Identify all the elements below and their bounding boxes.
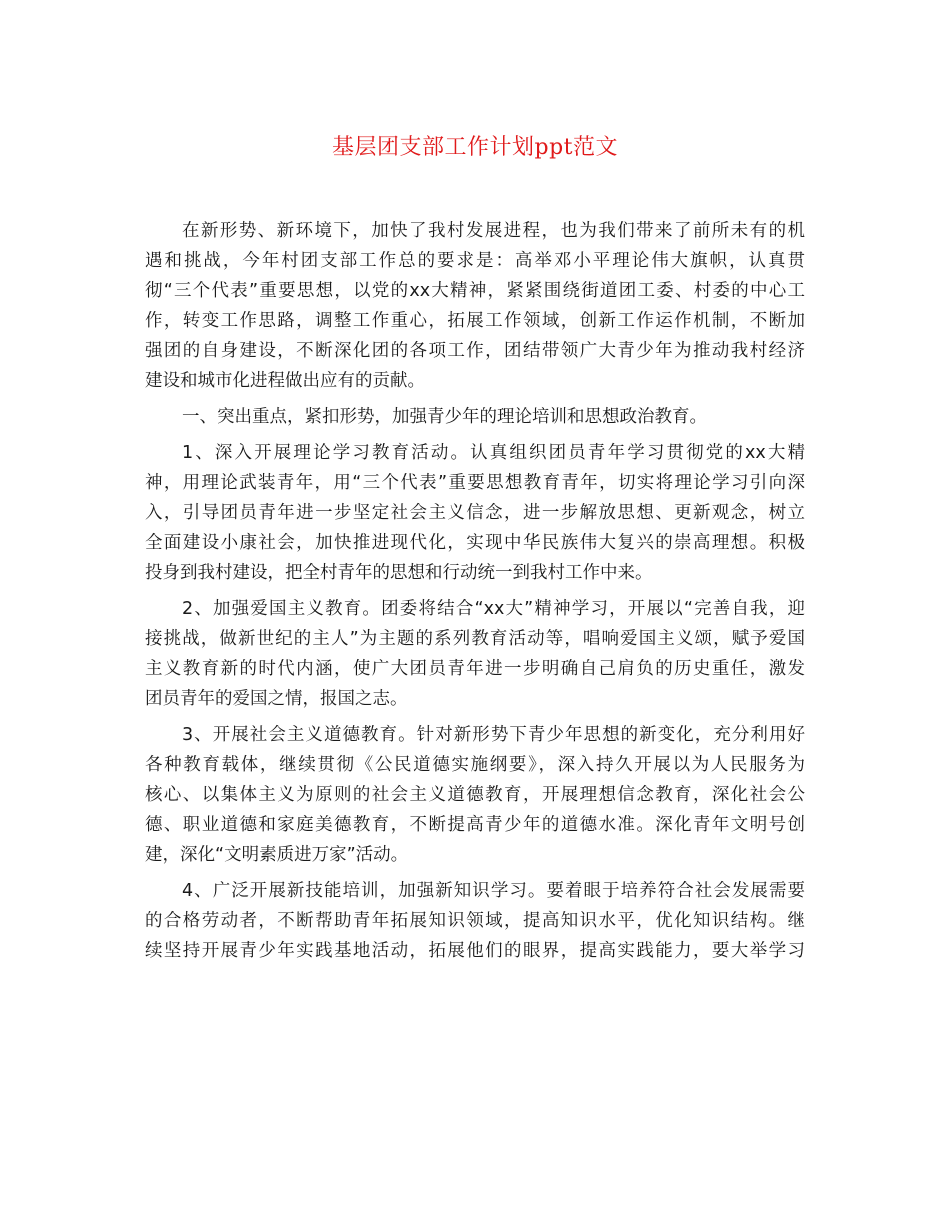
section-heading [145,402,805,432]
paragraph [145,216,805,396]
text-line: 团员青年的爱国之情，报国之志。 [145,689,408,709]
text-line: 投身到我村建设，把全村青年的思想和行动统一到我村工作中来。 [145,563,653,583]
text-line: 续坚持开展青少年实践基地活动，拓展他们的眼界，提高实践能力，要大举学习 [145,941,805,961]
text-line: 1、深入开展理论学习教育活动。认真组织团员青年学习贯彻党的xx大精 [182,443,805,463]
text-line: 神，用理论武装青年，用“三个代表”重要思想教育青年，切实将理论学习引向深 [145,473,805,493]
text-line: 的合格劳动者，不断帮助青年拓展知识领域，提高知识水平，优化知识结构。继 [145,911,805,931]
paragraph [145,438,805,588]
text-line: 入，引导团员青年进一步坚定社会主义信念，进一步解放思想、更新观念，树立 [145,503,805,523]
text-line: 主义教育新的时代内涵，使广大团员青年进一步明确自己肩负的历史重任，激发 [145,659,805,679]
document-title: 基层团支部工作计划ppt范文 [331,135,618,160]
text-line: 各种教育载体，继续贯彻《公民道德实施纲要》，深入持久开展以为人民服务为 [145,755,805,775]
document-body [145,216,805,966]
paragraph [145,594,805,714]
paragraph [145,720,805,870]
text-line: 德、职业道德和家庭美德教育，不断提高青少年的道德水准。深化青年文明号创 [145,815,805,835]
text-line: 4、广泛开展新技能培训，加强新知识学习。要着眼于培养符合社会发展需要 [182,881,805,901]
text-line: 接挑战，做新世纪的主人”为主题的系列教育活动等，唱响爱国主义颂，赋予爱国 [145,629,805,649]
text-line: 在新形势、新环境下，加快了我村发展进程，也为我们带来了前所未有的机 [182,221,805,241]
text-line: 建设和城市化进程做出应有的贡献。 [145,371,425,391]
text-line: 2、加强爱国主义教育。团委将结合“xx大”精神学习，开展以“完善自我，迎 [182,599,805,619]
text-line: 强团的自身建设，不断深化团的各项工作，团结带领广大青少年为推动我村经济 [145,341,805,361]
text-line: 全面建设小康社会，加快推进现代化，实现中华民族伟大复兴的崇高理想。积极 [145,533,805,553]
text-line: 核心、以集体主义为原则的社会主义道德教育，开展理想信念教育，深化社会公 [145,785,805,805]
text-line: 建，深化“文明素质进万家”活动。 [145,845,409,865]
text-line: 3、开展社会主义道德教育。针对新形势下青少年思想的新变化，充分利用好 [182,725,805,745]
text-line: 彻“三个代表”重要思想，以党的xx大精神，紧紧围绕街道团工委、村委的中心工 [145,281,805,301]
text-line: 一、突出重点，紧扣形势，加强青少年的理论培训和思想政治教育。 [182,407,707,427]
text-line: 遇和挑战，今年村团支部工作总的要求是：高举邓小平理论伟大旗帜，认真贯 [145,251,805,271]
text-line: 作，转变工作思路，调整工作重心，拓展工作领域，创新工作运作机制，不断加 [145,311,805,331]
paragraph [145,876,805,966]
